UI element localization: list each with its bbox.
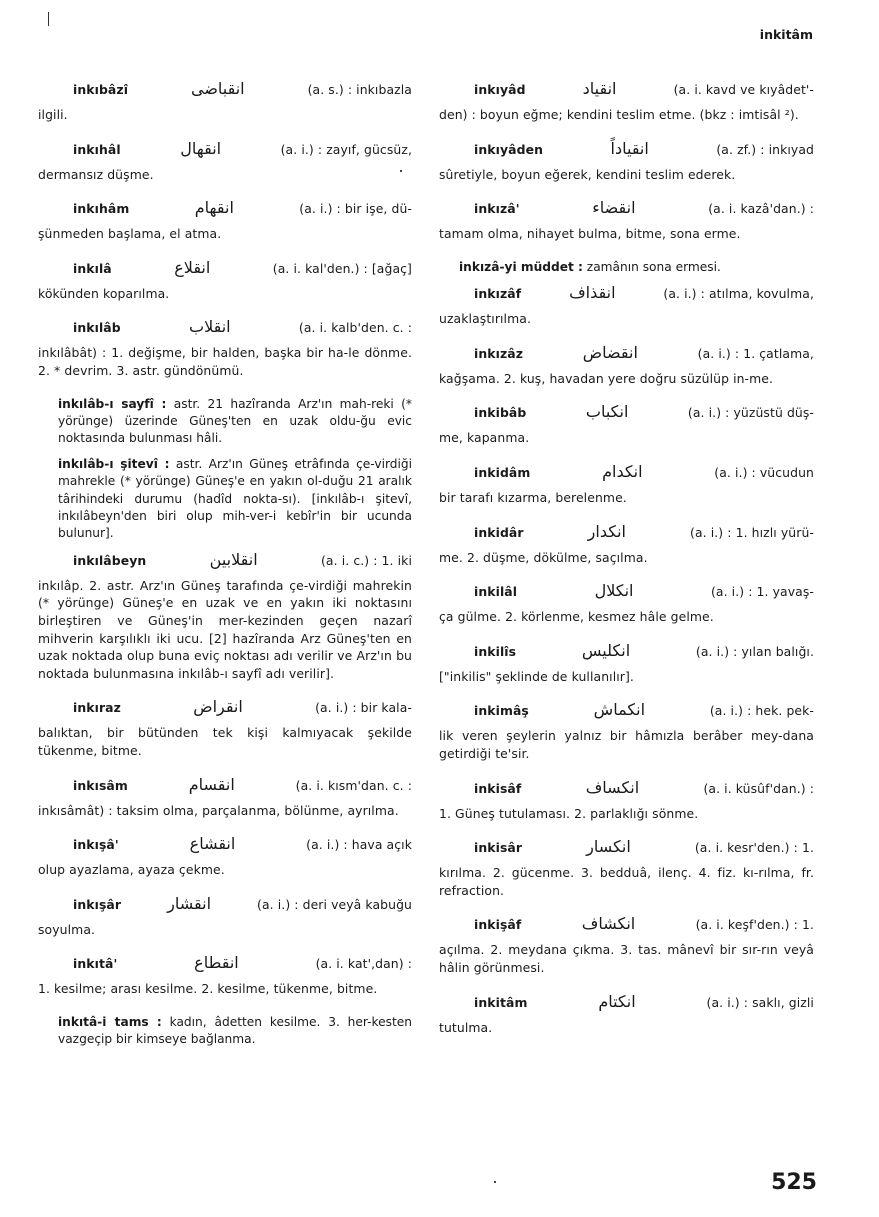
running-head: inkitâm (759, 27, 813, 42)
entry-headword: inkıyâden (474, 141, 543, 157)
dictionary-entry (439, 80, 814, 124)
entry-etymology: (a. i. c.) : 1. iki (321, 552, 412, 568)
sub-entry (38, 456, 412, 543)
entry-arabic-script: انكساف (585, 777, 640, 797)
entry-definition: tutulma. (439, 1019, 493, 1035)
entry-arabic-script: انكماش (593, 700, 646, 720)
entry-headword: inkıhâl (73, 141, 121, 157)
entry-etymology: (a. i. kavd ve kıyâdet'- (673, 82, 814, 97)
entry-definition: dermansız düşme. (38, 166, 154, 182)
entry-headword: inkızâz (474, 345, 524, 361)
entry-etymology: (a. i. kat',dan) : (315, 956, 412, 972)
entry-definition: me. 2. düşme, dökülme, saçılma. (439, 549, 648, 565)
entry-etymology: (a. i. kalb'den. c. : (298, 320, 412, 336)
entry-definition: den) : boyun eğme; kendini teslim etme. (bkz : imtisâl ²). (439, 107, 799, 122)
entry-etymology: (a. i.) : hava açık (306, 837, 412, 853)
sub-entry-headword: inkızâ-yi müddet : (459, 259, 583, 274)
entry-arabic-script: انكليس (581, 640, 631, 660)
entry-arabic-script: انكدار (587, 521, 626, 541)
entry-arabic-script: انقشاع (189, 834, 236, 854)
dictionary-entry (38, 140, 412, 184)
entry-headword: inkitâm (474, 994, 528, 1010)
entry-head (38, 140, 412, 166)
entry-headword: inkıbâzî (73, 82, 129, 97)
entry-head (38, 318, 412, 344)
entry-definition: kağşama. 2. kuş, havadan yere doğru süzülüp in-me. (439, 370, 774, 386)
entry-head (439, 284, 814, 310)
entry-etymology: (a. i.) : yüzüstü düş- (687, 405, 814, 421)
dictionary-entry (38, 551, 412, 683)
dictionary-entry (439, 463, 814, 507)
left-column (38, 80, 412, 1057)
entry-head (439, 199, 814, 225)
dictionary-entry (38, 80, 412, 124)
entry-head (439, 838, 814, 864)
entry-etymology: (a. i. kazâ'dan.) : (708, 201, 814, 217)
dictionary-entry (38, 698, 412, 759)
entry-etymology: (a. i.) : 1. çatlama, (697, 345, 814, 361)
entry-arabic-script: انقذاف (569, 283, 616, 303)
dictionary-entry (439, 993, 814, 1037)
entry-headword: inkışâr (73, 896, 122, 912)
entry-head (439, 642, 814, 668)
sub-entry-definition: astr. Arz'ın Güneş etrâfında çe-virdiği mahrekle (* yörünge) Güneş'e en yakın ol-duğu 21 aralık târihindeki durumu (hadîd nokta-sı). [inkılâb-ı şitevî, inkılâbeyn'den biri olup mih-ver-i kebîr'in bir ucunda bulunur]. (58, 456, 412, 541)
entry-head (38, 551, 412, 577)
entry-arabic-script: انقباضى (191, 79, 245, 98)
entry-headword: inkılâ (73, 260, 112, 276)
entry-head (38, 895, 412, 921)
entry-etymology: (a. zf.) : inkıyad (716, 141, 814, 157)
entry-head (439, 80, 814, 106)
dictionary-entry (439, 284, 814, 328)
entry-headword: inkıraz (73, 700, 121, 716)
entry-etymology: (a. i.) : zayıf, gücsüz, (280, 141, 412, 157)
entry-head (38, 776, 412, 802)
entry-definition: kırılma. 2. gücenme. 3. bedduâ, ilenç. 4. fiz. kı-rılma, fr. refraction. (439, 865, 814, 898)
entry-etymology: (a. i.) : saklı, gizli (706, 994, 814, 1010)
entry-head (439, 523, 814, 549)
entry-etymology: (a. s.) : inkıbazla (307, 82, 412, 97)
entry-headword: inkızâ' (474, 201, 520, 217)
entry-head (439, 779, 814, 805)
entry-definition: soyulma. (38, 921, 96, 937)
sub-entry (439, 259, 814, 276)
entry-etymology: (a. i.) : yılan balığı. (695, 643, 814, 659)
entry-etymology: (a. i. kesr'den.) : 1. (694, 840, 814, 856)
dictionary-entry (439, 344, 814, 388)
entry-definition: uzaklaştırılma. (439, 311, 531, 327)
entry-head (38, 698, 412, 724)
dictionary-entry (38, 954, 412, 998)
entry-etymology: (a. i.) : bir işe, dü- (299, 201, 412, 217)
entry-etymology: (a. i. kısm'dan. c. : (295, 777, 412, 793)
entry-definition: balıktan, bir bütünden tek kişi kalmıyacak şekilde tükenme, bitme. (38, 725, 412, 758)
entry-etymology: (a. i. küsûf'dan.) : (703, 780, 814, 796)
entry-arabic-script: انقطاع (194, 953, 239, 973)
dictionary-entry (38, 776, 412, 820)
entry-headword: inkisâf (474, 780, 522, 796)
dictionary-entry (439, 403, 814, 447)
entry-etymology: (a. i.) : 1. hızlı yürü- (690, 524, 814, 540)
entry-definition: sûretiyle, boyun eğerek, kendini teslim ederek. (439, 166, 736, 182)
entry-arabic-script: انكباب (585, 402, 629, 422)
entry-definition: olup ayazlama, ayaza çekme. (38, 862, 225, 878)
dictionary-entry (38, 199, 412, 243)
entry-arabic-script: انقسام (188, 774, 235, 794)
entry-etymology: (a. i. kal'den.) : [ağaç] (272, 260, 412, 276)
entry-etymology: (a. i.) : hek. pek- (709, 703, 814, 719)
entry-arabic-script: انقلابين (209, 549, 258, 569)
sub-entry-definition: kadın, âdetten kesilme. 3. her-kesten vazgeçip bir kimseye bağlanma. (58, 1014, 413, 1047)
entry-arabic-script: انكتام (598, 991, 636, 1011)
entry-headword: inkilîs (474, 643, 517, 659)
entry-headword: inkıyâd (474, 82, 526, 97)
sub-entry-headword: inkılâb-ı şitevî : (58, 456, 170, 471)
entry-headword: inkışâ' (73, 837, 119, 853)
entry-arabic-script: انكشاف (581, 914, 636, 934)
dictionary-entry (439, 582, 814, 626)
entry-definition: lik veren şeylerin yalnız bir hâmızla berâber mey-dana getirdiği te'sir. (439, 728, 814, 761)
entry-arabic-script: انقلاب (189, 317, 231, 337)
entry-etymology: (a. i.) : bir kala- (315, 700, 412, 716)
dictionary-entry (439, 642, 814, 686)
entry-arabic-script: انكلال (594, 581, 634, 601)
sub-entry-definition: astr. 21 hazîranda Arz'ın mah-reki (* yörünge) üzerinde Güneş'ten en uzak oldu-ğu evic noktasında bulunması hâli. (58, 396, 413, 446)
entry-head (38, 199, 412, 225)
dictionary-entry (439, 523, 814, 567)
dictionary-entry (439, 915, 814, 976)
entry-headword: inkısâm (73, 777, 128, 793)
entry-head (38, 80, 412, 106)
entry-definition: me, kapanma. (439, 430, 530, 446)
entry-headword: inkıhâm (73, 201, 130, 217)
entry-headword: inkıtâ' (73, 956, 118, 972)
dictionary-entry (38, 835, 412, 879)
page-number: 525 (771, 1170, 817, 1195)
entry-definition: inkısâmât) : taksim olma, parçalanma, bölünme, ayrılma. (38, 802, 399, 818)
entry-head (439, 344, 814, 370)
entry-definition: ilgili. (38, 107, 68, 122)
entry-etymology: (a. i.) : vücudun (714, 464, 814, 480)
entry-headword: inkimâş (474, 703, 529, 719)
entry-arabic-script: انقضاء (592, 198, 636, 218)
sub-entry (38, 396, 412, 448)
right-column (439, 80, 814, 1052)
entry-definition: bir tarafı kızarma, berelenme. (439, 489, 627, 505)
entry-etymology: (a. i.) : deri veyâ kabuğu (257, 896, 412, 912)
sub-entry-headword: inkıtâ-i tams : (58, 1014, 162, 1029)
margin-mark (48, 12, 49, 26)
entry-arabic-script: انقياد (582, 79, 617, 98)
entry-definition: açılma. 2. meydana çıkma. 3. tas. mânevî bir sır-rın veyâ hâlin görünmesi. (439, 942, 814, 975)
entry-headword: inkılâb (73, 320, 121, 336)
dictionary-entry (38, 259, 412, 303)
entry-definition: 1. Güneş tutulaması. 2. parlaklığı sönme. (439, 805, 699, 821)
dictionary-entry (439, 140, 814, 184)
entry-headword: inkidâm (474, 464, 531, 480)
entry-arabic-script: انقراض (193, 697, 243, 717)
entry-head (38, 954, 412, 980)
entry-headword: inkidâr (474, 524, 524, 540)
entry-definition: kökünden koparılma. (38, 285, 170, 301)
dictionary-entry (38, 318, 412, 379)
dictionary-entry (439, 199, 814, 243)
entry-arabic-script: انقلاع (174, 257, 211, 277)
entry-arabic-script: انقهال (180, 138, 222, 158)
entry-head (439, 140, 814, 166)
print-speck (400, 170, 402, 172)
entry-head (38, 259, 412, 285)
dictionary-entry (439, 838, 814, 899)
entry-head (439, 701, 814, 727)
entry-arabic-script: انقشار (167, 893, 212, 913)
dictionary-entry (439, 701, 814, 762)
entry-headword: inkızâf (474, 286, 522, 302)
sub-entry-headword: inkılâb-ı sayfî : (58, 396, 167, 411)
dictionary-entry (38, 895, 412, 939)
entry-definition: 1. kesilme; arası kesilme. 2. kesilme, tükenme, bitme. (38, 981, 378, 997)
entry-arabic-script: انقضاض (582, 342, 638, 362)
entry-arabic-script: انقهام (194, 198, 234, 218)
entry-definition: inkılâbât) : 1. değişme, bir halden, başka bir ha-le dönme. 2. * devrim. 3. astr. gündönümü. (38, 345, 412, 378)
entry-etymology: (a. i.) : atılma, kovulma, (663, 286, 814, 302)
entry-head (439, 582, 814, 608)
entry-etymology: (a. i. keşf'den.) : 1. (695, 917, 814, 933)
entry-definition: ["inkilis" şeklinde de kullanılır]. (439, 668, 634, 684)
entry-headword: inkilâl (474, 584, 518, 600)
entry-definition: tamam olma, nihayet bulma, bitme, sona erme. (439, 226, 741, 242)
entry-arabic-script: انكدام (602, 461, 643, 481)
dictionary-entry (439, 779, 814, 823)
entry-headword: inkişâf (474, 917, 522, 933)
entry-arabic-script: انقياداً (610, 138, 649, 158)
entry-head (439, 915, 814, 941)
print-speck (494, 1181, 496, 1183)
entry-head (439, 993, 814, 1019)
entry-head (439, 403, 814, 429)
entry-head (38, 835, 412, 861)
entry-head (439, 463, 814, 489)
entry-etymology: (a. i.) : 1. yavaş- (710, 584, 814, 600)
entry-headword: inkisâr (474, 840, 523, 856)
entry-definition: ça gülme. 2. körlenme, kesmez hâle gelme. (439, 609, 714, 625)
entry-headword: inkibâb (474, 405, 527, 421)
entry-definition: şünmeden başlama, el atma. (38, 226, 222, 242)
entry-headword: inkılâbeyn (73, 552, 147, 568)
sub-entry-definition: zamânın sona ermesi. (586, 259, 721, 274)
entry-definition: inkılâp. 2. astr. Arz'ın Güneş tarafında çe-virdiği mahrekin (* yörünge) Güneş'e en uzak ve en yakın iki noktasını birleştiren ve Güneş'in mer-kezinden geçen nazarî mihverin karşılıklı iki ucu. [2] hazîranda Arz Güneş'ten en uzak noktada olup buna eviç noktası adı verilir ve Arz'ın bu noktada bulunmasına inkılâb-ı sayfî adı verilir]. (38, 577, 412, 681)
entry-arabic-script: انكسار (586, 837, 631, 857)
sub-entry (38, 1014, 412, 1049)
